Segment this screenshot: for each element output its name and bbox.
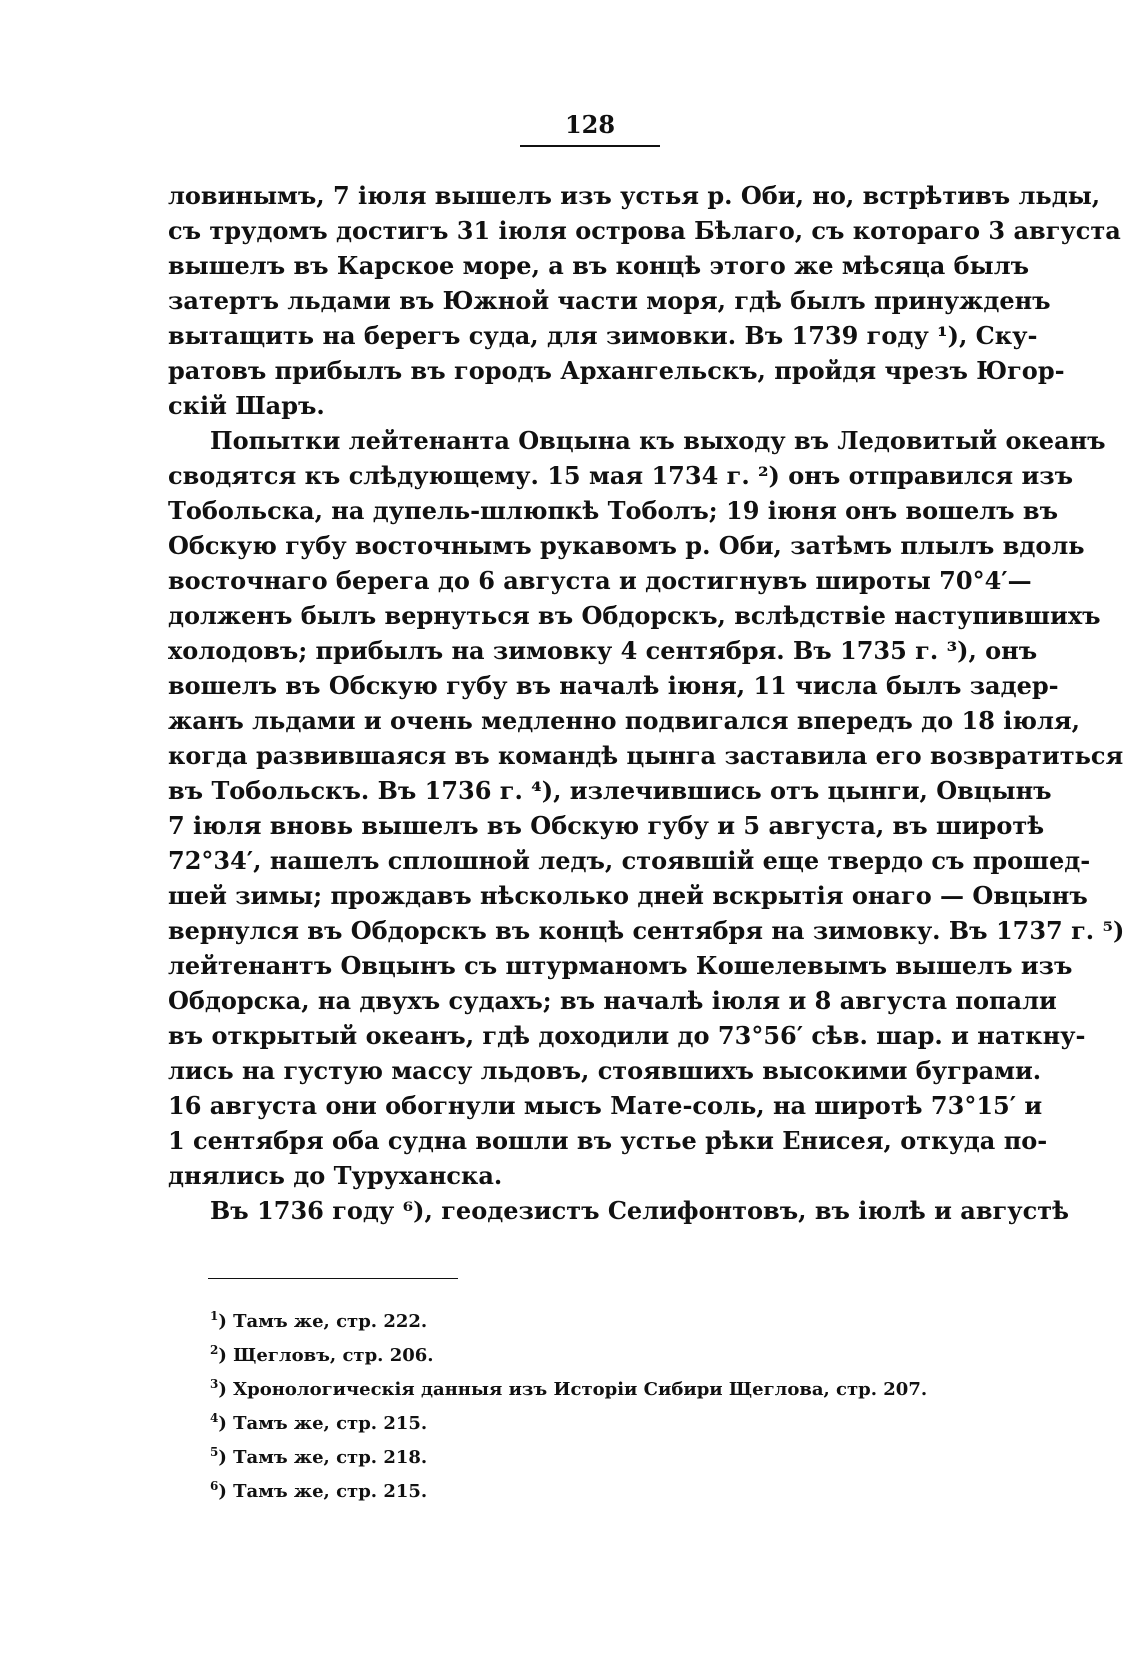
footnote-5: $^5$) Тамъ же, стр. 218. xyxy=(210,1445,428,1468)
text-line: Обдорска, на двухъ судахъ; въ началѣ іюля и 8 августа попали xyxy=(168,986,1057,1015)
text-line: Въ 1736 году ⁶), геодезистъ Селифонтовъ, въ іюлѣ и августѣ xyxy=(210,1196,1069,1225)
text-line: вернулся въ Обдорскъ въ концѣ сентября на зимовку. Въ 1737 г. ⁵) xyxy=(168,916,1125,945)
text-line: 16 августа они обогнули мысъ Мате-соль, на широтѣ 73°15′ и xyxy=(168,1091,1043,1120)
text-line: шей зимы; прождавъ нѣсколько дней вскрытія онаго — Овцынъ xyxy=(168,881,1088,910)
text-line: ловинымъ, 7 іюля вышелъ изъ устья р. Оби, но, встрѣтивъ льды, xyxy=(168,181,1101,210)
text-line: 1 сентября оба судна вошли въ устье рѣки Енисея, откуда по- xyxy=(168,1126,1048,1155)
text-line: вытащить на берегъ суда, для зимовки. Въ 1739 году ¹), Ску- xyxy=(168,321,1038,350)
text-line: ратовъ прибылъ въ городъ Архангельскъ, пройдя чрезъ Югор- xyxy=(168,356,1065,385)
text-line: скій Шаръ. xyxy=(168,391,325,420)
text-line: днялись до Туруханска. xyxy=(168,1161,503,1190)
text-line: 72°34′, нашелъ сплошной ледъ, стоявшій еще твердо съ прошед- xyxy=(168,846,1091,875)
text-line: восточнаго берега до 6 августа и достигнувъ широты 70°4′— xyxy=(168,566,1032,595)
text-line: въ открытый океанъ, гдѣ доходили до 73°56′ сѣв. шар. и наткну- xyxy=(168,1021,1086,1050)
text-line: 7 іюля вновь вышелъ въ Обскую губу и 5 августа, въ широтѣ xyxy=(168,811,1045,840)
text-line: въ Тобольскъ. Въ 1736 г. ⁴), излечившись отъ цынги, Овцынъ xyxy=(168,776,1052,805)
page-number: 128 xyxy=(520,110,660,147)
footnote-3: $^3$) Хронологическія данныя изъ Исторіи Сибири Щеглова, стр. 207. xyxy=(210,1377,928,1400)
body-text xyxy=(168,178,1125,1228)
footnote-2: $^2$) Щегловъ, стр. 206. xyxy=(210,1343,434,1366)
footnotes xyxy=(210,1302,1010,1506)
text-line: холодовъ; прибылъ на зимовку 4 сентября. Въ 1735 г. ³), онъ xyxy=(168,636,1038,665)
text-line: Тобольска, на дупель-шлюпкѣ Тоболъ; 19 іюня онъ вошелъ въ xyxy=(168,496,1059,525)
footnote-4: $^4$) Тамъ же, стр. 215. xyxy=(210,1411,428,1434)
paragraph-2 xyxy=(168,423,1125,1193)
footnote-1: $^1$) Тамъ же, стр. 222. xyxy=(210,1309,428,1332)
footnote-6: $^6$) Тамъ же, стр. 215. xyxy=(210,1479,428,1502)
text-line: долженъ былъ вернуться въ Обдорскъ, вслѣдствіе наступившихъ xyxy=(168,601,1101,630)
text-line: затертъ льдами въ Южной части моря, гдѣ былъ принужденъ xyxy=(168,286,1051,315)
paragraph-3 xyxy=(168,1193,1069,1228)
text-line: когда развившаяся въ командѣ цынга заставила его возвратиться xyxy=(168,741,1124,770)
footnote-divider xyxy=(208,1278,458,1279)
text-line: вошелъ въ Обскую губу въ началѣ іюня, 11 числа былъ задер- xyxy=(168,671,1059,700)
text-line: сводятся къ слѣдующему. 15 мая 1734 г. ²) онъ отправился изъ xyxy=(168,461,1074,490)
text-line: Попытки лейтенанта Овцына къ выходу въ Ледовитый океанъ xyxy=(210,426,1106,455)
text-line: жанъ льдами и очень медленно подвигался впередъ до 18 іюля, xyxy=(168,706,1080,735)
text-line: Обскую губу восточнымъ рукавомъ р. Оби, затѣмъ плылъ вдоль xyxy=(168,531,1085,560)
paragraph-1 xyxy=(168,178,1121,423)
text-line: лись на густую массу льдовъ, стоявшихъ высокими буграми. xyxy=(168,1056,1042,1085)
text-line: съ трудомъ достигъ 31 іюля острова Бѣлаго, съ котораго 3 августа xyxy=(168,216,1121,245)
text-line: вышелъ въ Карское море, а въ концѣ этого же мѣсяца былъ xyxy=(168,251,1030,280)
text-line: лейтенантъ Овцынъ съ штурманомъ Кошелевымъ вышелъ изъ xyxy=(168,951,1073,980)
